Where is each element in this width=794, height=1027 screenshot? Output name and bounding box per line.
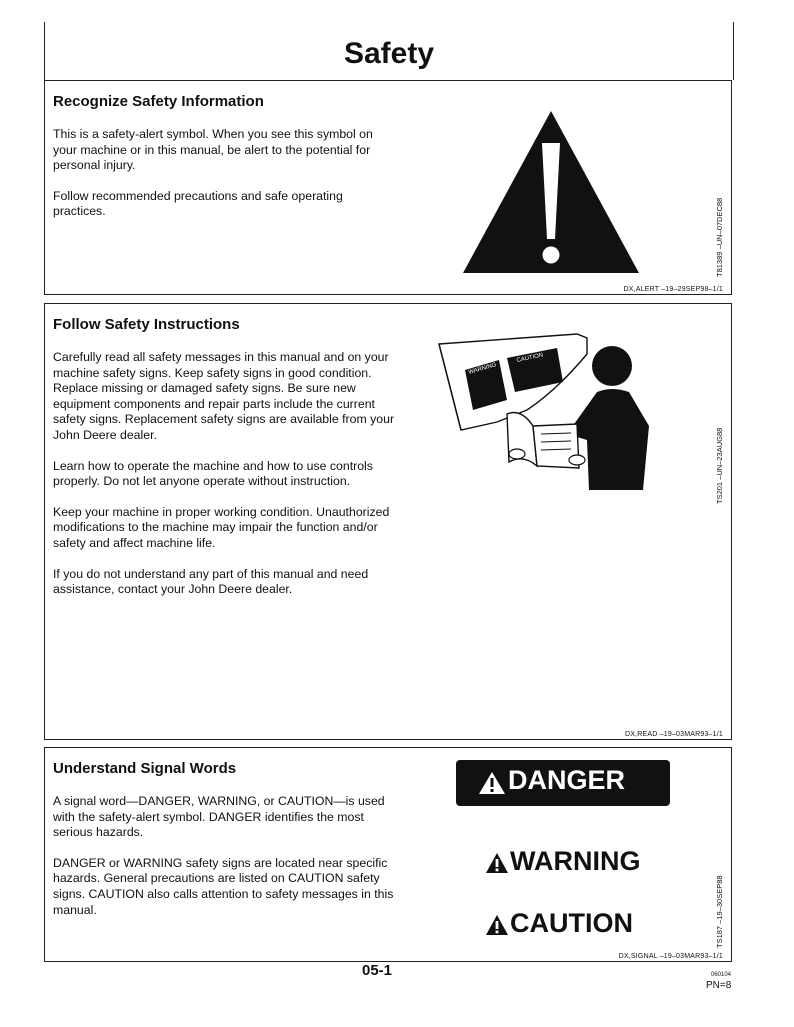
warning-label: WARNING (510, 846, 641, 876)
safety-alert-icon (459, 107, 643, 277)
paragraph: Carefully read all safety messages in this manual and on your machine safety signs. Keep safety signs in good condition. Replace missing or damaged safety signs. Be sure new equipment components and repair parts include the current safety signs. Replacement safety signs are available from your John Deere dealer. (53, 350, 395, 442)
safety-alert-icon (485, 914, 509, 936)
page-pn: PN=8 (706, 980, 732, 991)
section-body (53, 127, 398, 235)
warning-sign-label: WARNING (467, 362, 498, 376)
warning-sign (485, 846, 685, 880)
figure-id: TS201 –UN–23AUG88 (715, 427, 724, 504)
section-footer-code: DX,ALERT –19–29SEP98–1/1 (623, 286, 723, 293)
danger-label: DANGER (508, 765, 626, 795)
danger-sign (456, 760, 670, 806)
section-follow-safety-instructions (44, 303, 732, 740)
operator-reading-manual-illustration (437, 330, 677, 510)
section-body (53, 794, 398, 933)
caution-sign-label: CAUTION (516, 352, 544, 364)
paragraph: If you do not understand any part of this manual and need assistance, contact your John Deere dealer. (53, 566, 369, 597)
section-footer-code: DX,READ –19–03MAR93–1/1 (625, 731, 723, 738)
section-understand-signal-words (44, 747, 732, 962)
document-code: 060104 (711, 972, 732, 978)
caution-sign (485, 908, 685, 942)
section-heading: Recognize Safety Information (53, 93, 264, 110)
paragraph: Keep your machine in proper working condition. Unauthorized modifications to the machine may impair the function and/or safety and affect machine life. (53, 504, 390, 550)
paragraph: Learn how to operate the machine and how to use controls properly. Do not let anyone operate without instruction. (53, 458, 373, 489)
section-heading: Follow Safety Instructions (53, 316, 240, 333)
section-recognize-safety-information (44, 80, 732, 295)
paragraph: DANGER or WARNING safety signs are located near specific hazards. General precautions are listed on CAUTION safety signs. CAUTION also calls attention to safety messages in this manual. (53, 855, 394, 917)
paragraph: A signal word—DANGER, WARNING, or CAUTION—is used with the safety-alert symbol. DANGER identifies the most serious hazards. (53, 794, 385, 840)
paragraph: This is a safety-alert symbol. When you see this symbol on your machine or in this manual, be alert to the potential for personal injury. (53, 127, 373, 173)
section-heading: Understand Signal Words (53, 760, 237, 777)
figure-id: T81389 –UN–07DEC88 (715, 197, 724, 277)
page-number: 05-1 (362, 962, 393, 979)
section-footer-code: DX,SIGNAL –19–03MAR93–1/1 (618, 953, 723, 960)
figure-id: TS187 –19–30SEP88 (715, 875, 724, 948)
paragraph: Follow recommended precautions and safe operating practices. (53, 188, 343, 219)
safety-alert-icon (485, 852, 509, 874)
page-title: Safety (44, 22, 734, 80)
section-body (53, 350, 398, 613)
caution-label: CAUTION (510, 908, 633, 938)
safety-alert-icon (478, 771, 506, 795)
